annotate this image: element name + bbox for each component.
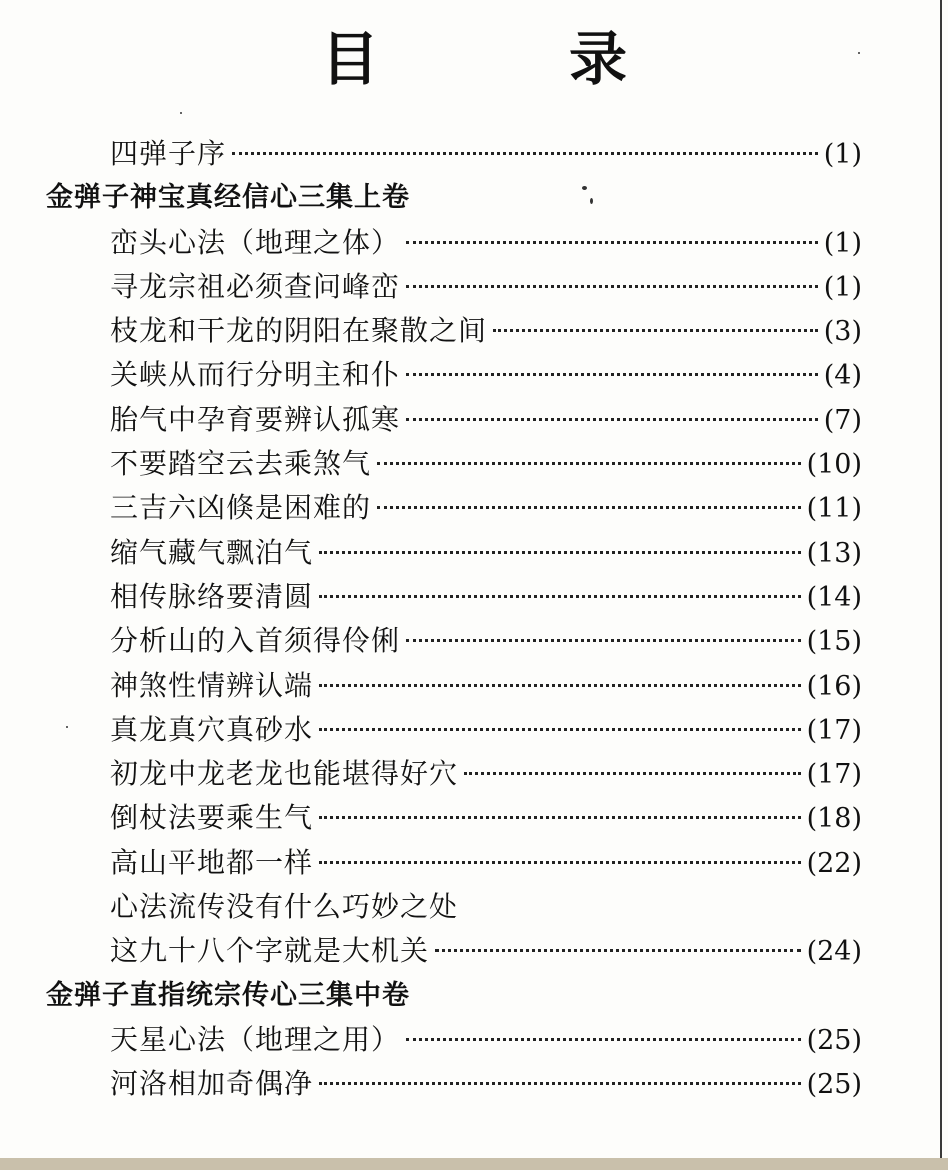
dot-leader xyxy=(319,728,801,731)
dot-leader xyxy=(377,462,801,465)
toc-entry xyxy=(46,132,862,176)
toc-page-number: (11) xyxy=(806,493,862,525)
toc-entry xyxy=(46,1062,862,1106)
toc-entry-label: 这九十八个字就是大机关 xyxy=(110,934,430,968)
toc-page-number: (7) xyxy=(823,404,862,436)
scan-border xyxy=(0,1158,948,1170)
toc-entry-label: 四弹子序 xyxy=(110,137,227,170)
toc-entry xyxy=(46,442,862,486)
toc-entry-label: 河洛相加奇偶净 xyxy=(110,1067,314,1101)
toc-page-number: (13) xyxy=(806,537,862,569)
toc-entry-label: 胎气中孕育要辨认孤寒 xyxy=(110,402,401,436)
toc-entry-label: 三吉六凶倏是困难的 xyxy=(110,491,372,525)
toc-page-number: (25) xyxy=(806,1069,862,1101)
dot-leader xyxy=(435,949,801,952)
dot-leader xyxy=(319,1082,801,1085)
toc-entry-label: 金弹子直指统宗传心三集中卷 xyxy=(46,979,410,1011)
dot-leader xyxy=(406,373,818,376)
toc-entry-label: 初龙中龙老龙也能堪得好穴 xyxy=(110,757,459,791)
page-edge-rule xyxy=(940,0,942,1158)
toc-page-number: (4) xyxy=(823,360,862,392)
dot-leader xyxy=(319,551,801,554)
dot-leader xyxy=(319,595,801,598)
toc-entry-label: 峦头心法（地理之体） xyxy=(110,225,401,259)
toc-page-number: (22) xyxy=(806,847,862,879)
toc-entry xyxy=(46,575,862,619)
dot-leader xyxy=(319,861,801,864)
dot-leader xyxy=(464,772,801,775)
toc-page-number: (16) xyxy=(806,670,862,702)
dot-leader xyxy=(493,329,818,332)
toc-entry xyxy=(46,1018,862,1062)
toc-page-number: (17) xyxy=(806,714,862,746)
toc-entry-label: 不要踏空云去乘煞气 xyxy=(110,447,372,481)
toc-entry xyxy=(46,619,862,663)
toc-entry xyxy=(46,486,862,530)
dot-leader xyxy=(232,152,818,155)
toc-entry-label: 相传脉络要清圆 xyxy=(110,579,314,613)
toc-entry-label: 天星心法（地理之用） xyxy=(110,1022,401,1056)
toc-entry xyxy=(46,885,862,929)
dot-leader xyxy=(406,1038,801,1041)
toc-entry xyxy=(46,796,862,840)
toc-page-number: (1) xyxy=(823,139,862,170)
dot-leader xyxy=(406,241,818,244)
toc-entry xyxy=(46,752,862,796)
dot-leader xyxy=(319,684,801,687)
toc-entry-label: 缩气藏气飘泊气 xyxy=(110,535,314,569)
toc-entry xyxy=(46,929,862,973)
page-title: 目 录 xyxy=(320,25,693,93)
toc-page-number: (14) xyxy=(806,581,862,613)
toc-page-number: (1) xyxy=(823,227,862,259)
toc-page-number: (25) xyxy=(806,1024,862,1056)
toc-entry-label: 心法流传没有什么巧妙之处 xyxy=(110,890,459,924)
dot-leader xyxy=(406,285,818,288)
toc-entry-label: 关峡从而行分明主和仆 xyxy=(110,358,401,392)
dot-leader xyxy=(406,418,818,421)
toc-page-number: (1) xyxy=(823,271,862,303)
toc-page-number: (24) xyxy=(806,936,862,968)
toc-entry xyxy=(46,664,862,708)
toc-entry-label: 分析山的入首须得伶俐 xyxy=(110,624,401,658)
toc-page-number: (10) xyxy=(806,449,862,481)
toc-entry-label: 真龙真穴真砂水 xyxy=(110,712,314,746)
toc-entry-label: 倒杖法要乘生气 xyxy=(110,801,314,835)
toc-section-heading xyxy=(46,176,862,220)
scan-speck xyxy=(582,186,587,190)
toc-page-number: (3) xyxy=(823,316,862,348)
toc-entry-label: 枝龙和干龙的阴阳在聚散之间 xyxy=(110,314,488,348)
toc-entry xyxy=(46,265,862,309)
toc-entry xyxy=(46,841,862,885)
scan-speck xyxy=(858,52,860,54)
toc-entry xyxy=(46,531,862,575)
scan-speck xyxy=(180,112,182,114)
dot-leader xyxy=(319,816,801,819)
dot-leader xyxy=(377,506,801,509)
toc-page-number: (15) xyxy=(806,626,862,658)
toc-page-number: (18) xyxy=(806,803,862,835)
toc-entry-label: 寻龙宗祖必须查问峰峦 xyxy=(110,269,401,303)
toc-entry xyxy=(46,708,862,752)
toc-entry xyxy=(46,353,862,397)
table-of-contents xyxy=(46,132,862,1107)
toc-section-heading xyxy=(46,974,862,1018)
toc-entry-label: 神煞性情辨认端 xyxy=(110,668,314,702)
toc-entry-label: 金弹子神宝真经信心三集上卷 xyxy=(46,182,410,214)
toc-entry-label: 高山平地都一样 xyxy=(110,845,314,879)
toc-entry xyxy=(46,309,862,353)
scan-speck xyxy=(590,198,593,204)
toc-page-number: (17) xyxy=(806,759,862,791)
toc-entry xyxy=(46,221,862,265)
dot-leader xyxy=(406,639,801,642)
toc-entry xyxy=(46,398,862,442)
scan-speck xyxy=(66,726,68,728)
